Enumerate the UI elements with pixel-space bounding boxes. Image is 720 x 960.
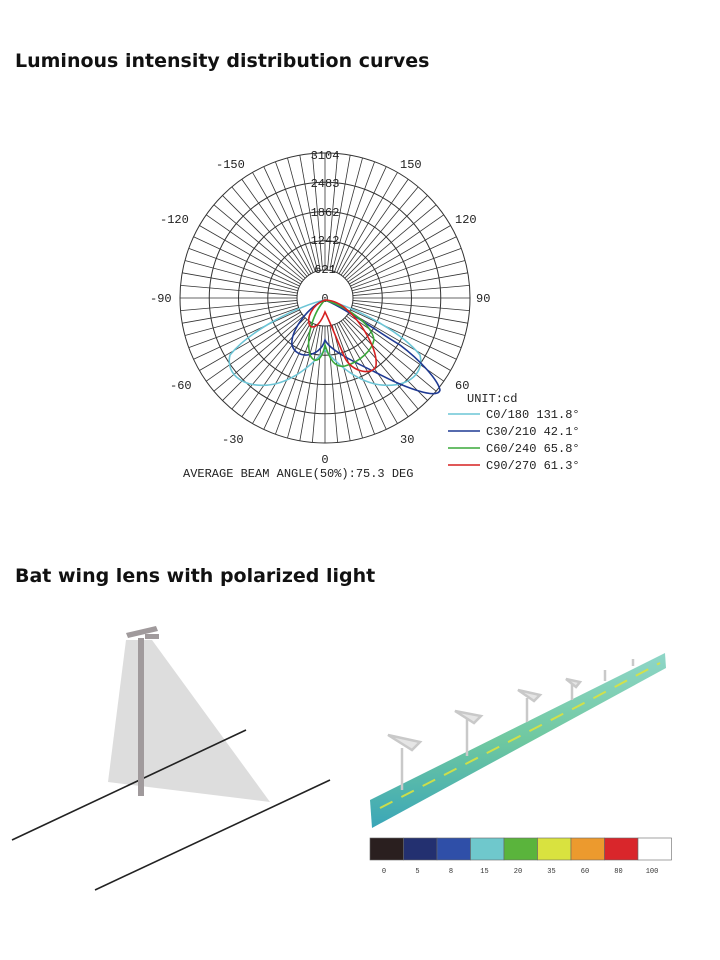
polar-spoke (337, 323, 386, 429)
lamp-head-1 (388, 735, 420, 750)
polar-spoke (253, 172, 312, 273)
polar-spoke (349, 226, 450, 285)
section-title-intensity: Luminous intensity distribution curves (15, 50, 430, 72)
angle-label-0: 0 (321, 453, 329, 467)
polar-spoke (199, 226, 300, 285)
angle-label-neg90: -90 (150, 292, 172, 306)
polar-spoke (345, 318, 428, 401)
polar-spoke (353, 273, 468, 293)
polar-spoke (330, 326, 350, 441)
polar-spoke (343, 187, 418, 277)
polar-spoke (194, 237, 300, 286)
polar-spoke (337, 167, 386, 273)
angle-label-90: 90 (476, 292, 491, 306)
scale-label-60: 60 (580, 868, 590, 876)
polar-spoke (352, 260, 465, 290)
scale-swatch-6 (571, 838, 605, 860)
scale-swatch-4 (504, 838, 538, 860)
polar-spoke (339, 172, 398, 273)
lamp-head (145, 634, 159, 639)
legend-label-c0: C0/180 131.8° (486, 408, 580, 422)
scale-label-15: 15 (480, 868, 489, 876)
scale-label-80: 80 (614, 868, 623, 876)
polar-spoke (264, 167, 313, 273)
legend (448, 408, 580, 473)
scale-swatch-0 (370, 838, 404, 860)
lamp-head-3 (518, 690, 540, 701)
street-light-illustration (0, 615, 345, 905)
polar-spoke (345, 195, 428, 278)
ring-label-1862: 1862 (310, 206, 340, 220)
angle-label-neg60: -60 (170, 379, 192, 393)
section-title-batwing: Bat wing lens with polarized light (15, 565, 376, 587)
angle-label-60: 60 (455, 379, 470, 393)
polar-spoke (185, 305, 298, 335)
polar-spoke (332, 325, 362, 438)
ring-label-621: 621 (314, 263, 336, 277)
polar-spoke (222, 318, 305, 401)
scale-swatch-3 (471, 838, 505, 860)
polar-spoke (264, 323, 313, 429)
ring-label-1242: 1242 (310, 234, 340, 248)
lamp-head-4 (566, 679, 580, 687)
light-cone (108, 640, 270, 802)
road-illumination-simulation (360, 640, 680, 880)
polar-spoke (232, 187, 307, 277)
scale-label-20: 20 (513, 868, 523, 876)
legend-label-c90: C90/270 61.3° (486, 459, 580, 473)
scale-label-8: 8 (448, 868, 454, 876)
scale-label-100: 100 (645, 868, 659, 876)
average-beam-angle: AVERAGE BEAM ANGLE(50%):75.3 DEG (183, 467, 414, 481)
lamp-pole (138, 638, 144, 796)
angle-label-neg120: -120 (160, 213, 189, 227)
polar-spoke (350, 237, 456, 286)
polar-spoke (199, 312, 300, 371)
scale-label-35: 35 (547, 868, 556, 876)
polar-spoke (182, 303, 297, 323)
polar-spoke (232, 319, 307, 409)
lamp-posts (388, 659, 633, 790)
polar-spoke (253, 322, 312, 423)
polar-spoke (214, 205, 304, 280)
scale-swatch-1 (404, 838, 438, 860)
legend-label-c30: C30/210 42.1° (486, 425, 580, 439)
ring-label-3104: 3104 (310, 149, 340, 163)
polar-intensity-diagram (0, 140, 720, 490)
angle-label-neg150: -150 (216, 158, 245, 172)
ring-label-2483: 2483 (310, 177, 340, 191)
angle-label-30: 30 (400, 433, 415, 447)
scale-label-5: 5 (415, 868, 420, 876)
polar-spoke (214, 316, 304, 391)
polar-spoke (182, 273, 297, 293)
scale-swatch-5 (538, 838, 572, 860)
polar-spoke (300, 326, 320, 441)
legend-label-c60: C60/240 65.8° (486, 442, 580, 456)
polar-spoke (352, 305, 465, 335)
scale-swatch-2 (437, 838, 471, 860)
ring-label-0: 0 (321, 292, 329, 306)
polar-spoke (349, 312, 450, 371)
scale-swatch-8 (638, 838, 672, 860)
color-scale-bar (370, 838, 672, 876)
polar-spoke (222, 195, 305, 278)
polar-spoke (353, 303, 468, 323)
angle-label-neg30: -30 (222, 433, 244, 447)
polar-spoke (194, 310, 300, 359)
angle-label-150: 150 (400, 158, 422, 172)
scale-label-0: 0 (381, 868, 387, 876)
polar-spoke (185, 260, 298, 290)
unit-label: UNIT:cd (467, 392, 518, 406)
angle-label-120: 120 (455, 213, 477, 227)
scale-swatch-7 (605, 838, 639, 860)
road-line-far (95, 780, 330, 890)
polar-spoke (346, 205, 436, 280)
